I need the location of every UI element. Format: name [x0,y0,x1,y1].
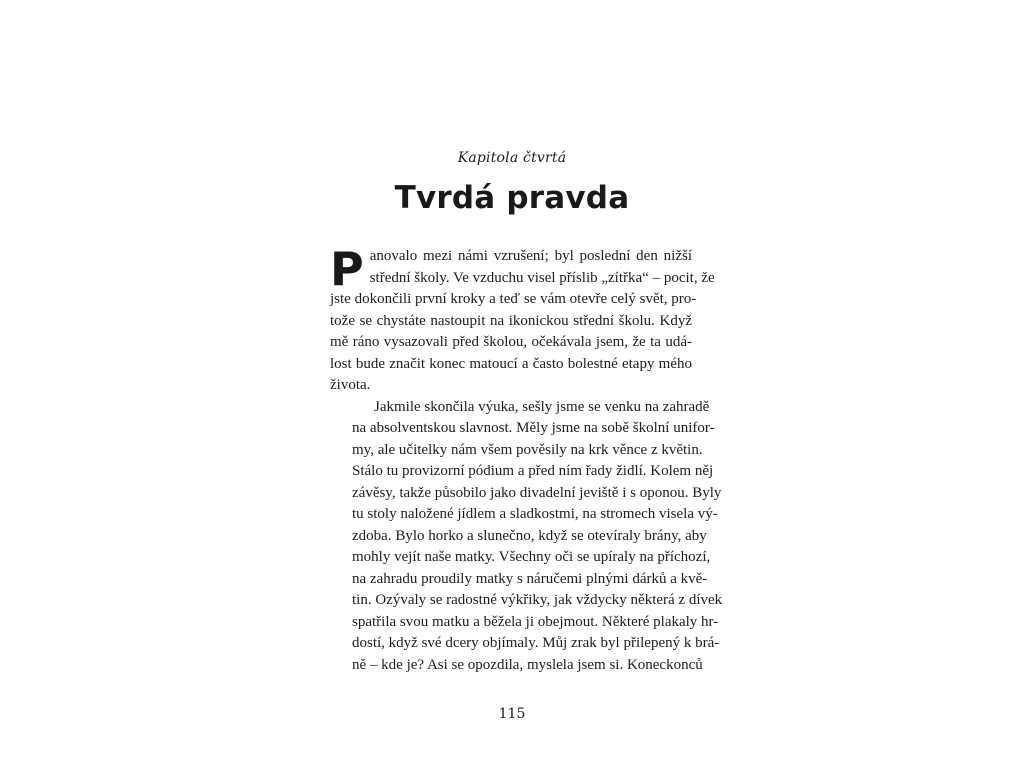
text-line: na absolventskou slavnost. Měly jsme na sobě školní unifor- [352,420,715,436]
drop-cap: P [330,242,364,296]
text-line: života. [330,377,371,393]
text-line: Stálo tu provizorní pódium a před ním řady židlí. Kolem něj [352,463,714,479]
text-line: jste dokončili první kroky a teď se vám otevře celý svět, pro- [330,291,697,307]
text-line: ně – kde je? Asi se opozdila, myslela jsem si. Koneckonců [352,656,703,673]
paragraph-2 [330,397,723,677]
chapter-label: Kapitola čtvrtá [457,150,567,166]
text-line: tože se chystáte nastoupit na ikonickou střední školu. Když [330,312,692,329]
text-line: Jakmile skončila výuka, sešly jsme se venku na zahradě [374,398,710,415]
text-line: spatřila svou matku a běžela ji obejmout. Některé plakaly hr- [352,613,719,630]
text-line: tin. Ozývaly se radostné výkřiky, jak vždycky některá z dívek [352,592,723,608]
text-line: mohly vejít naše matky. Všechny oči se upíraly na příchozí, [352,549,711,565]
chapter-title: Tvrdá pravda [394,180,630,216]
body-text [330,242,723,676]
text-line: na zahradu proudily matky s náručemi plnými dárků a kvě- [352,570,708,587]
text-line: zdoba. Bylo horko a slunečno, když se otevíraly brány, aby [352,527,707,544]
text-line: tu stoly naložené jídlem a sladkostmi, na stromech visela vý- [352,506,718,522]
paragraph-1 [330,242,715,397]
text-line: anovalo mezi námi vzrušení; byl poslední den nižší [369,248,692,264]
page-number: 115 [498,706,526,722]
text-line: mě ráno vysazovali před školou, očekávala jsem, že ta udá- [330,334,692,350]
text-line: střední školy. Ve vzduchu visel příslib „zítřka“ – pocit, že [369,269,715,286]
text-line: dostí, když své dcery objímaly. Můj zrak byl přilepený k brá- [352,635,720,651]
text-line: závěsy, takže působilo jako divadelní jeviště i s oponou. Byly [352,484,722,501]
text-line: lost bude značit konec matoucí a často bolestné etapy mého [330,355,692,372]
text-line: my, ale učitelky nám všem pověsily na krk věnce z květin. [352,441,703,458]
